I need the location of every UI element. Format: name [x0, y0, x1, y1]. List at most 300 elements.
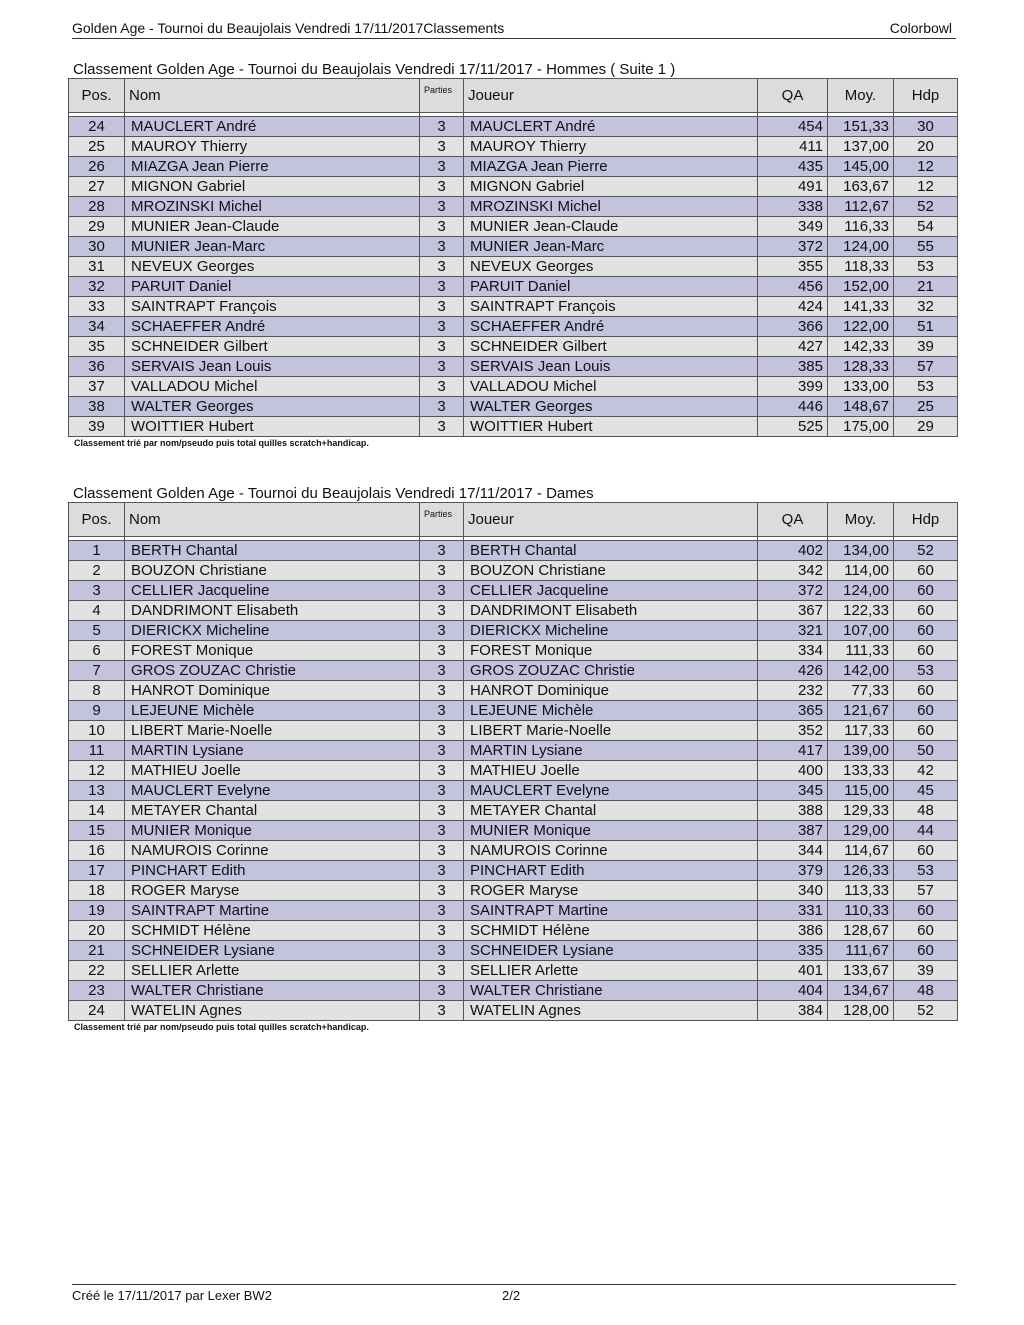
cell-moy: 122,00: [828, 317, 894, 337]
cell-hdp: 57: [894, 881, 958, 901]
cell-joueur: VALLADOU Michel: [464, 377, 758, 397]
cell-parties: 3: [420, 377, 464, 397]
cell-moy: 121,67: [828, 701, 894, 721]
cell-nom: MATHIEU Joelle: [125, 761, 420, 781]
col-header-moy: Moy.: [828, 79, 894, 113]
cell-nom: HANROT Dominique: [125, 681, 420, 701]
cell-qa: 386: [758, 921, 828, 941]
col-header-parties: Parties: [420, 79, 464, 113]
cell-hdp: 60: [894, 641, 958, 661]
cell-parties: 3: [420, 861, 464, 881]
cell-pos: 30: [69, 237, 125, 257]
brand-name: Colorbowl: [889, 20, 952, 36]
cell-joueur: MAUCLERT Evelyne: [464, 781, 758, 801]
cell-nom: WATELIN Agnes: [125, 1001, 420, 1021]
cell-parties: 3: [420, 277, 464, 297]
cell-joueur: WALTER Georges: [464, 397, 758, 417]
cell-moy: 77,33: [828, 681, 894, 701]
cell-moy: 114,67: [828, 841, 894, 861]
cell-moy: 110,33: [828, 901, 894, 921]
cell-nom: MUNIER Monique: [125, 821, 420, 841]
table-row: [69, 761, 958, 781]
cell-nom: ROGER Maryse: [125, 881, 420, 901]
cell-parties: 3: [420, 317, 464, 337]
page-header: [72, 20, 956, 39]
table-row: [69, 941, 958, 961]
cell-parties: 3: [420, 901, 464, 921]
cell-pos: 28: [69, 197, 125, 217]
table-row: [69, 277, 958, 297]
cell-joueur: WALTER Christiane: [464, 981, 758, 1001]
cell-hdp: 60: [894, 901, 958, 921]
table-row: [69, 217, 958, 237]
cell-joueur: NAMUROIS Corinne: [464, 841, 758, 861]
cell-moy: 126,33: [828, 861, 894, 881]
cell-pos: 15: [69, 821, 125, 841]
cell-pos: 24: [69, 117, 125, 137]
cell-pos: 33: [69, 297, 125, 317]
table-row: [69, 781, 958, 801]
cell-moy: 116,33: [828, 217, 894, 237]
women-ranking-title: Classement Golden Age - Tournoi du Beaujolais Vendredi 17/11/2017 - Dames: [73, 485, 594, 502]
men-ranking-title: Classement Golden Age - Tournoi du Beaujolais Vendredi 17/11/2017 - Hommes ( Suite 1 ): [73, 61, 676, 78]
cell-parties: 3: [420, 641, 464, 661]
cell-pos: 35: [69, 337, 125, 357]
women-sort-note: Classement trié par nom/pseudo puis total quilles scratch+handicap.: [74, 1022, 369, 1032]
cell-parties: 3: [420, 257, 464, 277]
cell-joueur: DIERICKX Micheline: [464, 621, 758, 641]
cell-pos: 22: [69, 961, 125, 981]
cell-hdp: 42: [894, 761, 958, 781]
cell-nom: SELLIER Arlette: [125, 961, 420, 981]
table-row: [69, 397, 958, 417]
cell-joueur: FOREST Monique: [464, 641, 758, 661]
cell-joueur: PARUIT Daniel: [464, 277, 758, 297]
cell-joueur: SCHMIDT Hélène: [464, 921, 758, 941]
cell-joueur: SCHNEIDER Gilbert: [464, 337, 758, 357]
col-header-parties: Parties: [420, 503, 464, 537]
cell-hdp: 51: [894, 317, 958, 337]
table-row: [69, 177, 958, 197]
cell-nom: MAUROY Thierry: [125, 137, 420, 157]
cell-qa: 367: [758, 601, 828, 621]
cell-moy: 151,33: [828, 117, 894, 137]
cell-hdp: 30: [894, 117, 958, 137]
cell-pos: 9: [69, 701, 125, 721]
table-row: [69, 961, 958, 981]
cell-pos: 2: [69, 561, 125, 581]
cell-nom: MAUCLERT André: [125, 117, 420, 137]
table-row: [69, 801, 958, 821]
col-header-hdp: Hdp: [894, 79, 958, 113]
cell-joueur: BERTH Chantal: [464, 541, 758, 561]
table-row: [69, 821, 958, 841]
cell-moy: 124,00: [828, 581, 894, 601]
table-row: [69, 841, 958, 861]
cell-moy: 175,00: [828, 417, 894, 437]
cell-hdp: 39: [894, 961, 958, 981]
cell-moy: 134,67: [828, 981, 894, 1001]
cell-moy: 111,33: [828, 641, 894, 661]
cell-nom: WALTER Christiane: [125, 981, 420, 1001]
cell-moy: 142,33: [828, 337, 894, 357]
cell-parties: 3: [420, 177, 464, 197]
cell-moy: 115,00: [828, 781, 894, 801]
cell-joueur: WATELIN Agnes: [464, 1001, 758, 1021]
cell-moy: 128,33: [828, 357, 894, 377]
cell-joueur: SELLIER Arlette: [464, 961, 758, 981]
cell-joueur: BOUZON Christiane: [464, 561, 758, 581]
cell-parties: 3: [420, 197, 464, 217]
cell-joueur: GROS ZOUZAC Christie: [464, 661, 758, 681]
cell-qa: 402: [758, 541, 828, 561]
cell-moy: 141,33: [828, 297, 894, 317]
cell-pos: 24: [69, 1001, 125, 1021]
cell-qa: 232: [758, 681, 828, 701]
cell-joueur: MUNIER Jean-Marc: [464, 237, 758, 257]
cell-qa: 427: [758, 337, 828, 357]
cell-qa: 366: [758, 317, 828, 337]
cell-nom: SAINTRAPT Martine: [125, 901, 420, 921]
cell-pos: 19: [69, 901, 125, 921]
cell-joueur: MROZINSKI Michel: [464, 197, 758, 217]
cell-qa: 456: [758, 277, 828, 297]
cell-nom: MUNIER Jean-Claude: [125, 217, 420, 237]
table-row: [69, 297, 958, 317]
table-row: [69, 257, 958, 277]
cell-joueur: MARTIN Lysiane: [464, 741, 758, 761]
cell-nom: DIERICKX Micheline: [125, 621, 420, 641]
cell-hdp: 39: [894, 337, 958, 357]
cell-nom: WOITTIER Hubert: [125, 417, 420, 437]
cell-qa: 349: [758, 217, 828, 237]
cell-moy: 107,00: [828, 621, 894, 641]
col-header-moy: Moy.: [828, 503, 894, 537]
cell-hdp: 32: [894, 297, 958, 317]
cell-pos: 39: [69, 417, 125, 437]
cell-hdp: 55: [894, 237, 958, 257]
cell-nom: FOREST Monique: [125, 641, 420, 661]
cell-hdp: 50: [894, 741, 958, 761]
cell-hdp: 57: [894, 357, 958, 377]
table-row: [69, 981, 958, 1001]
table-row: [69, 921, 958, 941]
cell-joueur: MAUROY Thierry: [464, 137, 758, 157]
cell-hdp: 25: [894, 397, 958, 417]
cell-parties: 3: [420, 661, 464, 681]
cell-nom: NAMUROIS Corinne: [125, 841, 420, 861]
cell-parties: 3: [420, 701, 464, 721]
cell-moy: 139,00: [828, 741, 894, 761]
cell-parties: 3: [420, 237, 464, 257]
cell-qa: 387: [758, 821, 828, 841]
table-row: [69, 137, 958, 157]
cell-qa: 331: [758, 901, 828, 921]
table-row: [69, 741, 958, 761]
cell-nom: SCHMIDT Hélène: [125, 921, 420, 941]
cell-parties: 3: [420, 621, 464, 641]
cell-nom: NEVEUX Georges: [125, 257, 420, 277]
women-ranking-section: [68, 485, 957, 1032]
cell-pos: 26: [69, 157, 125, 177]
cell-pos: 16: [69, 841, 125, 861]
table-row: [69, 621, 958, 641]
cell-moy: 134,00: [828, 541, 894, 561]
cell-moy: 129,00: [828, 821, 894, 841]
cell-hdp: 60: [894, 621, 958, 641]
cell-parties: 3: [420, 961, 464, 981]
cell-parties: 3: [420, 581, 464, 601]
cell-nom: MIGNON Gabriel: [125, 177, 420, 197]
col-header-pos: Pos.: [69, 503, 125, 537]
cell-parties: 3: [420, 921, 464, 941]
cell-hdp: 60: [894, 841, 958, 861]
cell-nom: MUNIER Jean-Marc: [125, 237, 420, 257]
cell-qa: 411: [758, 137, 828, 157]
women-ranking-table: [68, 502, 958, 1021]
col-header-qa: QA: [758, 503, 828, 537]
cell-joueur: LIBERT Marie-Noelle: [464, 721, 758, 741]
cell-moy: 152,00: [828, 277, 894, 297]
cell-moy: 117,33: [828, 721, 894, 741]
cell-moy: 133,67: [828, 961, 894, 981]
table-row: [69, 117, 958, 137]
cell-qa: 335: [758, 941, 828, 961]
cell-qa: 400: [758, 761, 828, 781]
cell-qa: 525: [758, 417, 828, 437]
cell-hdp: 12: [894, 157, 958, 177]
cell-joueur: MIAZGA Jean Pierre: [464, 157, 758, 177]
cell-hdp: 52: [894, 541, 958, 561]
col-header-hdp: Hdp: [894, 503, 958, 537]
cell-moy: 122,33: [828, 601, 894, 621]
cell-parties: 3: [420, 297, 464, 317]
cell-pos: 29: [69, 217, 125, 237]
col-header-nom: Nom: [125, 503, 420, 537]
table-header-row: [69, 503, 958, 537]
cell-hdp: 12: [894, 177, 958, 197]
cell-qa: 446: [758, 397, 828, 417]
cell-pos: 11: [69, 741, 125, 761]
cell-joueur: DANDRIMONT Elisabeth: [464, 601, 758, 621]
cell-nom: SAINTRAPT François: [125, 297, 420, 317]
cell-hdp: 60: [894, 561, 958, 581]
cell-qa: 321: [758, 621, 828, 641]
cell-hdp: 44: [894, 821, 958, 841]
cell-joueur: SCHAEFFER André: [464, 317, 758, 337]
cell-parties: 3: [420, 801, 464, 821]
col-header-qa: QA: [758, 79, 828, 113]
cell-qa: 379: [758, 861, 828, 881]
cell-joueur: MUNIER Monique: [464, 821, 758, 841]
created-by-text: Créé le 17/11/2017 par Lexer BW2: [72, 1288, 272, 1303]
cell-pos: 20: [69, 921, 125, 941]
cell-qa: 345: [758, 781, 828, 801]
cell-pos: 7: [69, 661, 125, 681]
cell-qa: 424: [758, 297, 828, 317]
cell-joueur: PINCHART Edith: [464, 861, 758, 881]
cell-hdp: 53: [894, 661, 958, 681]
table-row: [69, 197, 958, 217]
cell-hdp: 60: [894, 721, 958, 741]
cell-parties: 3: [420, 941, 464, 961]
men-table-body: [69, 117, 958, 437]
cell-nom: SCHNEIDER Lysiane: [125, 941, 420, 961]
cell-parties: 3: [420, 397, 464, 417]
cell-qa: 404: [758, 981, 828, 1001]
table-row: [69, 357, 958, 377]
table-row: [69, 581, 958, 601]
col-header-pos: Pos.: [69, 79, 125, 113]
col-header-joueur: Joueur: [464, 503, 758, 537]
cell-moy: 142,00: [828, 661, 894, 681]
table-row: [69, 417, 958, 437]
cell-pos: 8: [69, 681, 125, 701]
cell-qa: 417: [758, 741, 828, 761]
cell-pos: 3: [69, 581, 125, 601]
table-row: [69, 157, 958, 177]
cell-qa: 352: [758, 721, 828, 741]
cell-parties: 3: [420, 681, 464, 701]
cell-parties: 3: [420, 137, 464, 157]
cell-joueur: SCHNEIDER Lysiane: [464, 941, 758, 961]
cell-nom: BERTH Chantal: [125, 541, 420, 561]
table-row: [69, 881, 958, 901]
cell-joueur: MATHIEU Joelle: [464, 761, 758, 781]
cell-nom: BOUZON Christiane: [125, 561, 420, 581]
cell-joueur: SERVAIS Jean Louis: [464, 357, 758, 377]
cell-hdp: 53: [894, 257, 958, 277]
cell-pos: 34: [69, 317, 125, 337]
men-ranking-section: [68, 61, 957, 448]
cell-nom: LIBERT Marie-Noelle: [125, 721, 420, 741]
cell-hdp: 60: [894, 701, 958, 721]
cell-pos: 14: [69, 801, 125, 821]
cell-parties: 3: [420, 337, 464, 357]
cell-hdp: 60: [894, 681, 958, 701]
table-header-row: [69, 79, 958, 113]
cell-nom: LEJEUNE Michèle: [125, 701, 420, 721]
cell-parties: 3: [420, 721, 464, 741]
cell-nom: DANDRIMONT Elisabeth: [125, 601, 420, 621]
cell-moy: 118,33: [828, 257, 894, 277]
cell-moy: 148,67: [828, 397, 894, 417]
cell-qa: 435: [758, 157, 828, 177]
cell-moy: 133,33: [828, 761, 894, 781]
cell-qa: 454: [758, 117, 828, 137]
cell-moy: 163,67: [828, 177, 894, 197]
cell-parties: 3: [420, 157, 464, 177]
cell-qa: 384: [758, 1001, 828, 1021]
table-row: [69, 681, 958, 701]
cell-hdp: 53: [894, 377, 958, 397]
table-row: [69, 377, 958, 397]
cell-pos: 17: [69, 861, 125, 881]
cell-parties: 3: [420, 741, 464, 761]
cell-hdp: 48: [894, 981, 958, 1001]
cell-joueur: ROGER Maryse: [464, 881, 758, 901]
table-row: [69, 561, 958, 581]
cell-hdp: 29: [894, 417, 958, 437]
page-footer: [72, 1284, 956, 1305]
cell-joueur: NEVEUX Georges: [464, 257, 758, 277]
cell-parties: 3: [420, 881, 464, 901]
table-row: [69, 337, 958, 357]
cell-joueur: HANROT Dominique: [464, 681, 758, 701]
cell-joueur: WOITTIER Hubert: [464, 417, 758, 437]
cell-nom: GROS ZOUZAC Christie: [125, 661, 420, 681]
cell-nom: WALTER Georges: [125, 397, 420, 417]
cell-nom: PARUIT Daniel: [125, 277, 420, 297]
cell-nom: MROZINSKI Michel: [125, 197, 420, 217]
cell-pos: 23: [69, 981, 125, 1001]
table-row: [69, 237, 958, 257]
cell-nom: MARTIN Lysiane: [125, 741, 420, 761]
table-row: [69, 317, 958, 337]
cell-pos: 1: [69, 541, 125, 561]
cell-nom: MIAZGA Jean Pierre: [125, 157, 420, 177]
cell-hdp: 52: [894, 1001, 958, 1021]
document-title: Golden Age - Tournoi du Beaujolais Vendredi 17/11/2017Classements: [72, 20, 505, 36]
cell-hdp: 20: [894, 137, 958, 157]
cell-qa: 340: [758, 881, 828, 901]
cell-hdp: 45: [894, 781, 958, 801]
cell-parties: 3: [420, 541, 464, 561]
cell-hdp: 52: [894, 197, 958, 217]
cell-pos: 13: [69, 781, 125, 801]
cell-joueur: SAINTRAPT François: [464, 297, 758, 317]
cell-pos: 6: [69, 641, 125, 661]
col-header-joueur: Joueur: [464, 79, 758, 113]
cell-qa: 355: [758, 257, 828, 277]
cell-moy: 133,00: [828, 377, 894, 397]
cell-qa: 338: [758, 197, 828, 217]
table-row: [69, 661, 958, 681]
cell-moy: 137,00: [828, 137, 894, 157]
cell-hdp: 60: [894, 941, 958, 961]
cell-moy: 112,67: [828, 197, 894, 217]
table-row: [69, 721, 958, 741]
cell-nom: MAUCLERT Evelyne: [125, 781, 420, 801]
cell-joueur: CELLIER Jacqueline: [464, 581, 758, 601]
cell-pos: 36: [69, 357, 125, 377]
cell-nom: SCHNEIDER Gilbert: [125, 337, 420, 357]
col-header-nom: Nom: [125, 79, 420, 113]
cell-parties: 3: [420, 821, 464, 841]
cell-hdp: 60: [894, 601, 958, 621]
cell-nom: PINCHART Edith: [125, 861, 420, 881]
cell-joueur: MAUCLERT André: [464, 117, 758, 137]
cell-parties: 3: [420, 117, 464, 137]
cell-moy: 124,00: [828, 237, 894, 257]
cell-hdp: 21: [894, 277, 958, 297]
table-row: [69, 701, 958, 721]
cell-qa: 344: [758, 841, 828, 861]
table-row: [69, 541, 958, 561]
cell-joueur: MUNIER Jean-Claude: [464, 217, 758, 237]
cell-hdp: 54: [894, 217, 958, 237]
table-row: [69, 601, 958, 621]
cell-moy: 114,00: [828, 561, 894, 581]
cell-moy: 128,00: [828, 1001, 894, 1021]
cell-parties: 3: [420, 761, 464, 781]
cell-pos: 18: [69, 881, 125, 901]
cell-qa: 342: [758, 561, 828, 581]
cell-parties: 3: [420, 781, 464, 801]
cell-hdp: 53: [894, 861, 958, 881]
cell-nom: SERVAIS Jean Louis: [125, 357, 420, 377]
cell-parties: 3: [420, 1001, 464, 1021]
